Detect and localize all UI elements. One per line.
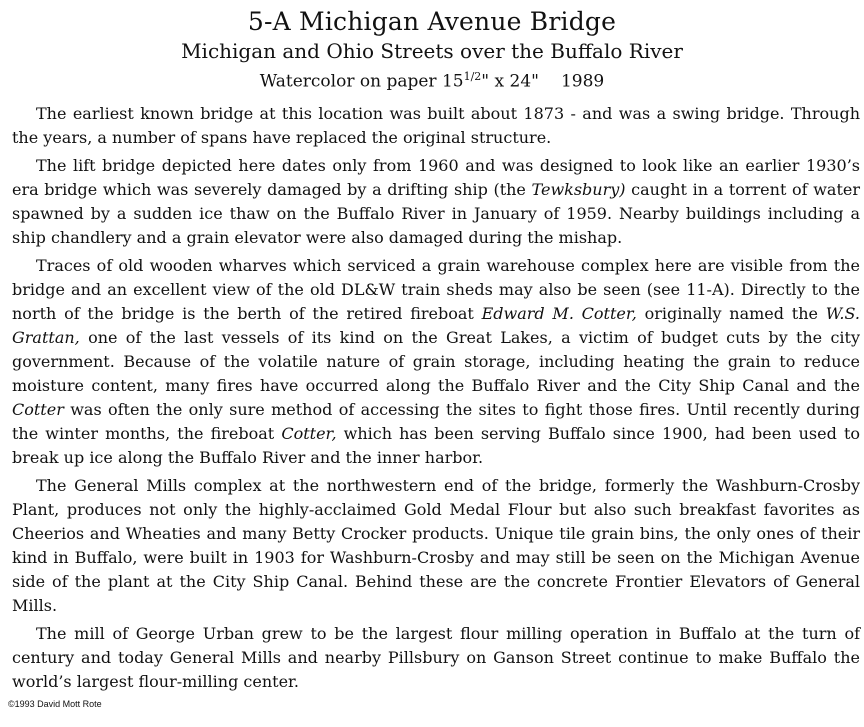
ship-name-tewksbury: Tewksbury) — [531, 180, 626, 199]
paragraph-3-text-e: which has been serving Buffalo since 1900, had been used to break up ice along the Buffalo River and the inner harbor. — [12, 424, 861, 467]
copyright-notice: ©1993 David Mott Rote — [8, 699, 102, 709]
paragraph-2-text-b: caught in a torrent of water spawned by a sudden ice thaw on the Buffalo River in January of 1959. Nearby buildings including a ship chandlery and a grain elevator were also damaged during the mishap. — [12, 180, 861, 247]
page-header — [0, 6, 864, 94]
artwork-size-rest: " x 24" — [481, 71, 539, 92]
paragraph-2-text-a: The lift bridge depicted here dates only from 1960 and was designed to look like an earlier 1930’s era bridge which was severely damaged by a drifting ship (the — [12, 156, 860, 199]
paragraph-2 — [12, 154, 860, 250]
paragraph-3-text-d: was often the only sure method of accessing the sites to fight those fires. Until recently during the winter months, the fireboat — [12, 400, 860, 443]
cotter-name-1: Cotter — [12, 400, 64, 419]
cotter-name-2: Cotter, — [281, 424, 337, 443]
original-name: W.S. Grattan, — [12, 304, 860, 347]
paragraph-3 — [12, 254, 860, 470]
artwork-year: 1989 — [560, 71, 605, 92]
artwork-details — [0, 65, 864, 94]
paragraph-5 — [12, 622, 860, 694]
page-subtitle: Michigan and Ohio Streets over the Buffalo River — [181, 39, 683, 63]
paragraph-3-text-c: one of the last vessels of its kind on the Great Lakes, a victim of budget cuts by the city government. Because of the volatile nature of grain storage, including heating the grain to reduce moisture content, many fires have occurred along the Buffalo River and the City Ship Canal and the — [12, 328, 860, 395]
article-body — [12, 102, 860, 698]
artwork-medium-size: Watercolor on paper 15 — [259, 71, 464, 92]
paragraph-4-text: The General Mills complex at the northwestern end of the bridge, formerly the Washburn-Crosby Plant, produces not only the highly-acclaimed Gold Medal Flour but also such breakfast favorites as Cheerios and Wheaties and many Betty Crocker products. Unique tile grain bins, the only ones of their kind in Buffalo, were built in 1903 for Washburn-Crosby and may still be seen on the Michigan Avenue side of the plant at the City Ship Canal. Behind these are the concrete Frontier Elevators of General Mills. — [12, 476, 860, 615]
paragraph-3-text-a: Traces of old wooden wharves which serviced a grain warehouse complex here are visible from the bridge and an excellent view of the old DL&W train sheds may also be seen (see 11-A). Directly to the north of the bridge is the berth of the retired fireboat — [12, 256, 860, 323]
paragraph-1 — [12, 102, 860, 150]
fireboat-name: Edward M. Cotter, — [481, 304, 637, 323]
paragraph-5-text: The mill of George Urban grew to be the largest flour milling operation in Buffalo at the turn of century and today General Mills and nearby Pillsbury on Ganson Street continue to make Buffalo the world’s largest flour-milling center. — [12, 624, 860, 691]
paragraph-3-text-b: originally named the — [636, 304, 826, 323]
artwork-size-fraction: 1/2 — [463, 70, 482, 83]
page-title: 5-A Michigan Avenue Bridge — [247, 7, 617, 36]
paragraph-4 — [12, 474, 860, 618]
paragraph-1-text: The earliest known bridge at this location was built about 1873 - and was a swing bridge. Through the years, a number of spans have replaced the original structure. — [12, 104, 860, 147]
